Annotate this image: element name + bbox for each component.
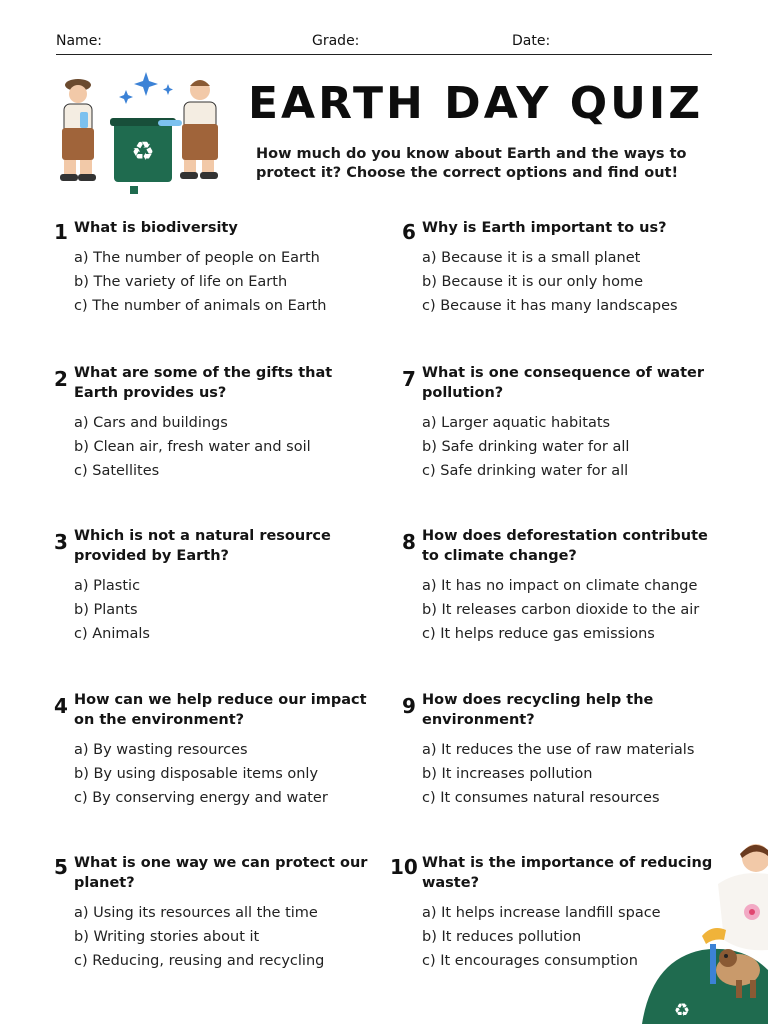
answer-option[interactable]: b) Clean air, fresh water and soil bbox=[74, 439, 311, 455]
answer-option[interactable]: c) By conserving energy and water bbox=[74, 790, 328, 806]
question-number: 8 bbox=[402, 530, 416, 554]
sparkle-icon bbox=[163, 84, 173, 95]
question-number: 3 bbox=[54, 530, 68, 554]
answer-option[interactable]: a) By wasting resources bbox=[74, 742, 248, 758]
page-subtitle: How much do you know about Earth and the ways to protect it? Choose the correct options and find out! bbox=[256, 146, 687, 181]
answer-option[interactable]: b) It increases pollution bbox=[422, 766, 593, 782]
name-label: Name: bbox=[56, 33, 103, 49]
answer-option[interactable]: c) Safe drinking water for all bbox=[422, 463, 629, 479]
question-number: 1 bbox=[54, 220, 68, 244]
answer-option[interactable]: a) Plastic bbox=[74, 578, 141, 594]
answer-option[interactable]: c) Reducing, reusing and recycling bbox=[74, 953, 325, 969]
answer-option[interactable]: c) Because it has many landscapes bbox=[422, 298, 678, 314]
answer-option[interactable]: a) Because it is a small planet bbox=[422, 250, 641, 266]
answer-option[interactable]: a) Cars and buildings bbox=[74, 415, 228, 431]
student-info-line bbox=[56, 31, 712, 55]
question-text: How does deforestation contribute to climate change? bbox=[422, 528, 708, 564]
recycle-icon: ♻ bbox=[674, 1000, 691, 1021]
answer-option[interactable]: c) It encourages consumption bbox=[422, 953, 638, 969]
sparkle-icon bbox=[134, 72, 158, 96]
answer-option[interactable]: b) The variety of life on Earth bbox=[74, 274, 288, 290]
answer-option[interactable]: c) The number of animals on Earth bbox=[74, 298, 327, 314]
kids-recycling-illustration bbox=[50, 68, 230, 198]
girl-with-dog-illustration bbox=[632, 840, 768, 1024]
grade-label: Grade: bbox=[312, 33, 360, 49]
question-text: What is one way we can protect our planet? bbox=[74, 855, 368, 891]
question-text: Which is not a natural resource provided by Earth? bbox=[74, 528, 331, 564]
answer-option[interactable]: b) Safe drinking water for all bbox=[422, 439, 630, 455]
answer-option[interactable]: a) It reduces the use of raw materials bbox=[422, 742, 695, 758]
answer-option[interactable]: c) Animals bbox=[74, 626, 150, 642]
question-text: How does recycling help the environment? bbox=[422, 692, 654, 728]
answer-option[interactable]: b) By using disposable items only bbox=[74, 766, 319, 782]
answer-option[interactable]: b) It releases carbon dioxide to the air bbox=[422, 602, 700, 618]
question-number: 9 bbox=[402, 694, 416, 718]
question-number: 10 bbox=[390, 855, 418, 879]
answer-option[interactable]: a) It helps increase landfill space bbox=[422, 905, 661, 921]
date-label: Date: bbox=[512, 33, 551, 49]
question-number: 7 bbox=[402, 367, 416, 391]
answer-option[interactable]: a) Larger aquatic habitats bbox=[422, 415, 611, 431]
question-text: What is the importance of reducing waste? bbox=[422, 855, 713, 891]
answer-option[interactable]: c) It consumes natural resources bbox=[422, 790, 660, 806]
question-text: What are some of the gifts that Earth provides us? bbox=[74, 365, 333, 401]
answer-option[interactable]: b) Writing stories about it bbox=[74, 929, 260, 945]
page-title: EARTH DAY QUIZ bbox=[248, 78, 704, 129]
answer-option[interactable]: c) Satellites bbox=[74, 463, 160, 479]
question-text: Why is Earth important to us? bbox=[422, 220, 667, 236]
answer-option[interactable]: a) The number of people on Earth bbox=[74, 250, 320, 266]
question-number: 6 bbox=[402, 220, 416, 244]
question-number: 5 bbox=[54, 855, 68, 879]
answer-option[interactable]: c) It helps reduce gas emissions bbox=[422, 626, 655, 642]
question-number: 2 bbox=[54, 367, 68, 391]
question-text: What is biodiversity bbox=[74, 220, 238, 236]
answer-option[interactable]: b) Plants bbox=[74, 602, 138, 618]
question-number: 4 bbox=[54, 694, 68, 718]
answer-option[interactable]: b) Because it is our only home bbox=[422, 274, 644, 290]
answer-option[interactable]: a) Using its resources all the time bbox=[74, 905, 318, 921]
sparkle-icon bbox=[119, 90, 133, 104]
answer-option[interactable]: a) It has no impact on climate change bbox=[422, 578, 698, 594]
recycle-icon: ♻ bbox=[131, 137, 155, 167]
question-text: What is one consequence of water pollution? bbox=[422, 365, 704, 401]
question-text: How can we help reduce our impact on the environment? bbox=[74, 692, 367, 728]
answer-option[interactable]: b) It reduces pollution bbox=[422, 929, 582, 945]
